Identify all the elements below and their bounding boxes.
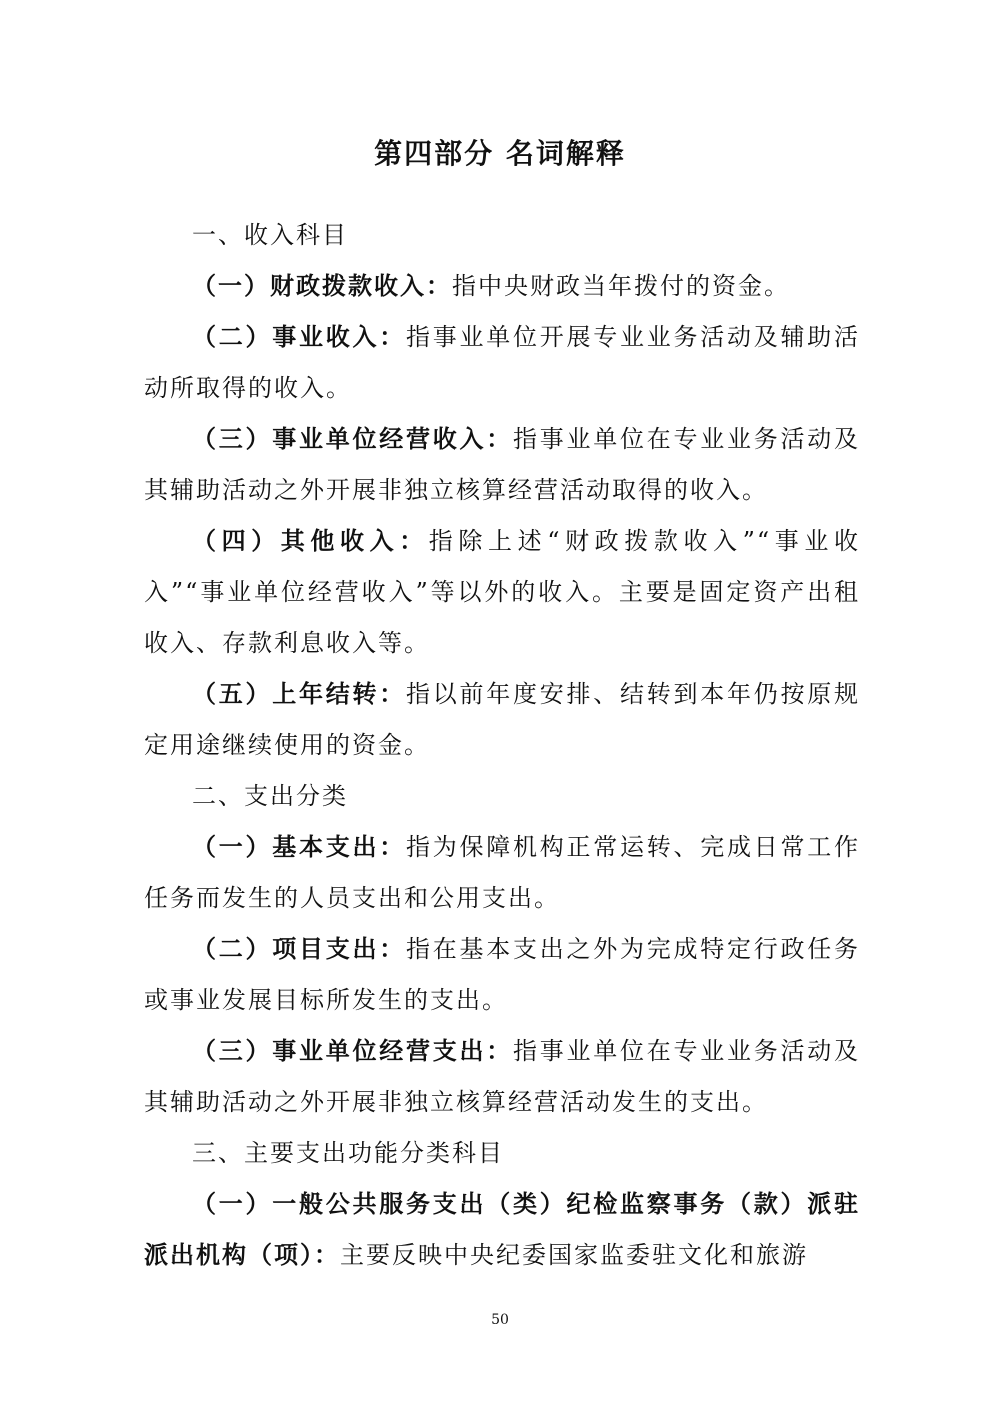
definition-paragraph <box>144 669 860 771</box>
page-number: 50 <box>491 1312 509 1328</box>
definition-term: （一）基本支出： <box>192 833 406 861</box>
definition-text: 指事业单位在专业业务活动及其辅助活动之外开展非独立核算经营活动取得的收入。 <box>144 425 860 504</box>
definition-paragraph <box>144 261 860 312</box>
definition-term: （四）其他收入： <box>192 527 429 555</box>
definition-text: 主要反映中央纪委国家监委驻文化和旅游 <box>340 1241 808 1269</box>
definition-text: 指事业单位在专业业务活动及其辅助活动之外开展非独立核算经营活动发生的支出。 <box>144 1037 860 1116</box>
definition-term: （一）财政拨款收入： <box>192 272 452 300</box>
definition-paragraph <box>144 822 860 924</box>
definition-text: 指事业单位开展专业业务活动及辅助活动所取得的收入。 <box>144 323 860 402</box>
definition-term: （一）一般公共服务支出（类）纪检监察事务（款）派驻派出机构（项）： <box>144 1190 860 1269</box>
definition-text: 指在基本支出之外为完成特定行政任务或事业发展目标所发生的支出。 <box>144 935 860 1014</box>
definition-term: （二）项目支出： <box>192 935 406 963</box>
definition-text: 指以前年度安排、结转到本年仍按原规定用途继续使用的资金。 <box>144 680 860 759</box>
section-heading: 三、主要支出功能分类科目 <box>192 1139 504 1167</box>
definition-paragraph <box>144 516 860 669</box>
definition-term: （三）事业单位经营收入： <box>192 425 513 453</box>
document-body <box>144 210 860 1281</box>
definition-text: 指中央财政当年拨付的资金。 <box>452 272 790 300</box>
page-title: 第四部分 名词解释 <box>374 137 626 170</box>
definition-term: （五）上年结转： <box>192 680 406 708</box>
definition-paragraph <box>144 924 860 1026</box>
section-heading: 一、收入科目 <box>192 221 348 249</box>
definition-text: 指除上述“财政拨款收入”“事业收入”“事业单位经营收入”等以外的收入。主要是固定资产出租收入、存款利息收入等。 <box>144 527 860 657</box>
section-heading: 二、支出分类 <box>192 782 348 810</box>
definition-paragraph <box>144 1179 860 1281</box>
definition-paragraph <box>144 1026 860 1128</box>
definition-text: 指为保障机构正常运转、完成日常工作任务而发生的人员支出和公用支出。 <box>144 833 860 912</box>
definition-term: （二）事业收入： <box>192 323 406 351</box>
definition-paragraph <box>144 312 860 414</box>
definition-term: （三）事业单位经营支出： <box>192 1037 513 1065</box>
definition-paragraph <box>144 414 860 516</box>
